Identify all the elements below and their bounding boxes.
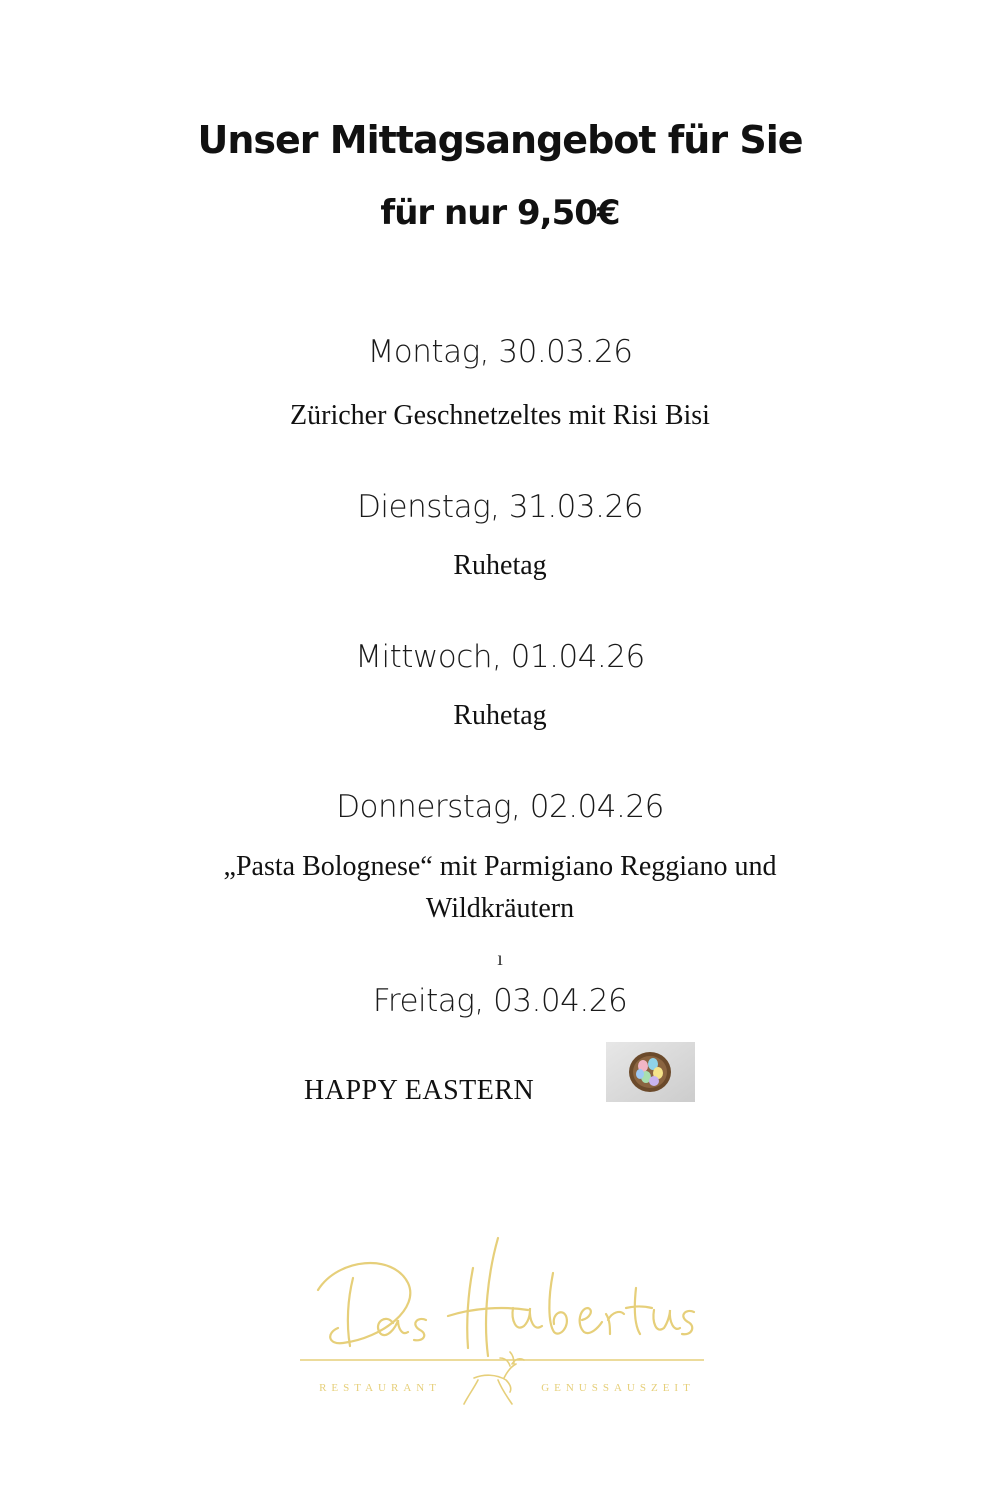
day-heading-wednesday: Mittwoch, 01.04.26 xyxy=(355,639,645,675)
price-line: für nur 9,50€ xyxy=(380,193,620,233)
das-hubertus-logo xyxy=(298,1228,706,1418)
easter-egg-basket-icon xyxy=(606,1042,695,1102)
separator-mark: ı xyxy=(497,948,503,970)
dish-monday: Züricher Geschnetzeltes mit Risi Bisi xyxy=(290,400,710,431)
day-heading-friday: Freitag, 03.04.26 xyxy=(372,983,628,1019)
easter-greeting: HAPPY EASTERN xyxy=(304,1075,535,1106)
day-heading-monday: Montag, 30.03.26 xyxy=(367,334,633,370)
logo-right-word: GENUSSAUSZEIT xyxy=(541,1382,695,1394)
day-heading-thursday: Donnerstag, 02.04.26 xyxy=(336,789,664,825)
dish-thursday: „Pasta Bolognese“ mit Parmigiano Reggiano und Wildkräutern xyxy=(223,851,777,924)
dish-tuesday: Ruhetag xyxy=(453,550,547,581)
dish-wednesday: Ruhetag xyxy=(453,700,547,731)
page-title: Unser Mittagsangebot für Sie xyxy=(197,118,803,162)
day-heading-tuesday: Dienstag, 31.03.26 xyxy=(357,489,643,525)
logo-left-word: RESTAURANT xyxy=(319,1382,441,1394)
